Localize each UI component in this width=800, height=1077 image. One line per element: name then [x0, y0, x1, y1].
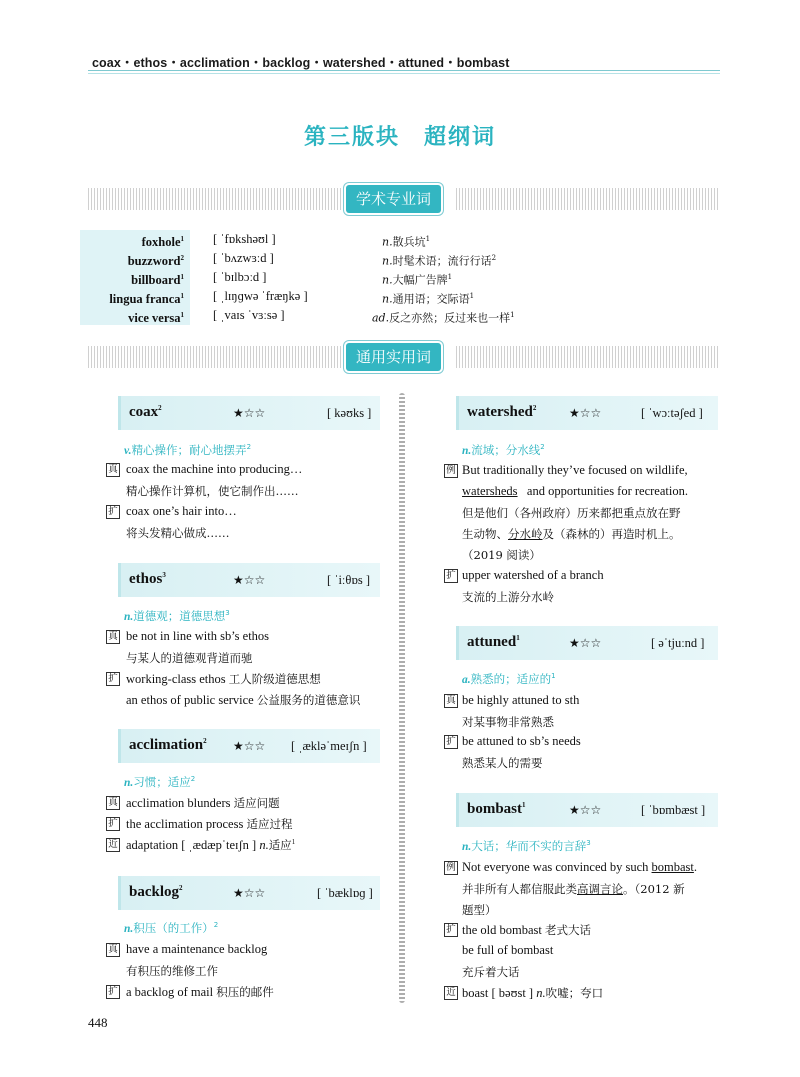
example-line: working-class ethos 工人阶级道德思想 — [126, 672, 321, 686]
academic-meaning: ad.反之亦然；反过来也一样$^1$ — [372, 311, 515, 325]
tag-li: 例 — [444, 464, 458, 478]
stripe-bar-right — [456, 346, 718, 368]
example-line: an ethos of public service 公益服务的道德意识 — [126, 693, 361, 707]
difficulty-stars: ★☆☆ — [233, 406, 266, 420]
example-translation: 充斥着大话 — [462, 965, 520, 979]
difficulty-stars: ★☆☆ — [233, 573, 266, 587]
academic-word: foxhole$^1$ — [80, 230, 190, 249]
tag-kuo: 扩 — [444, 569, 458, 583]
example-line: coax the machine into producing… — [126, 462, 303, 476]
page-title: 第三版块 超纲词 — [303, 125, 496, 150]
difficulty-stars: ★☆☆ — [569, 803, 602, 817]
entry-phonetic: [ ˈbɒmbæst ] — [641, 803, 706, 817]
header-rule-thin — [88, 73, 720, 74]
tag-zhen: 真 — [444, 694, 458, 708]
entry-word: bombast$^1$ — [467, 801, 526, 817]
page-number: 448 — [88, 1015, 108, 1030]
entry-word: backlog$^2$ — [129, 884, 183, 900]
academic-phonetic: [ ˈfɒkshəʊl ] — [213, 232, 276, 246]
academic-meaning: n.散兵坑$^1$ — [382, 235, 431, 249]
academic-word: billboard$^1$ — [80, 268, 190, 287]
example-line: boast [ bəʊst ] n.吹嘘；夸口 — [462, 986, 604, 1000]
example-translation: 支流的上游分水岭 — [462, 590, 554, 604]
stripe-bar-left — [88, 188, 344, 210]
tag-kuo: 扩 — [444, 923, 458, 937]
example-line: the old bombast 老式大话 — [462, 923, 591, 937]
example-line: be attuned to sb’s needs — [462, 734, 581, 748]
entry-header-attuned — [456, 626, 718, 660]
example-line: the acclimation process 适应过程 — [126, 817, 293, 831]
example-line: be highly attuned to sth — [462, 693, 580, 707]
example-line: adaptation [ ˌædæpˈteɪʃn ] n.适应$^1$ — [126, 837, 296, 852]
example-translation: 有积压的维修工作 — [126, 964, 218, 978]
academic-phonetic: [ ˈbɪlbɔːd ] — [213, 270, 267, 284]
difficulty-stars: ★☆☆ — [569, 636, 602, 650]
academic-word: lingua franca$^1$ — [80, 287, 190, 306]
academic-phonetic: [ ˈbʌzwɜːd ] — [213, 251, 274, 265]
entry-header-backlog — [118, 876, 380, 910]
entry-header-ethos — [118, 563, 380, 597]
tag-li: 例 — [444, 861, 458, 875]
entry-header-acclimation — [118, 729, 380, 763]
section-label-general: 通用实用词 — [346, 343, 441, 371]
difficulty-stars: ★☆☆ — [233, 739, 266, 753]
entry-meaning: n.习惯；适应$^2$ — [124, 775, 196, 789]
entry-phonetic: [ kəʊks ] — [327, 406, 372, 420]
entry-word: coax$^2$ — [129, 404, 162, 420]
example-line: a backlog of mail 积压的邮件 — [126, 985, 274, 999]
entry-phonetic: [ ˈiːθɒs ] — [327, 573, 371, 587]
example-line: be full of bombast — [462, 943, 554, 957]
example-line: upper watershed of a branch — [462, 568, 604, 582]
header-rule — [88, 70, 720, 71]
example-line: acclimation blunders 适应问题 — [126, 796, 280, 810]
example-translation: 生动物、分水岭及（森林的）再造时机上。 — [462, 527, 681, 541]
entry-meaning: n.积压（的工作）$^2$ — [124, 921, 219, 935]
running-header-words: coax・ethos・acclimation・backlog・watershed・attuned・bombast — [92, 56, 510, 70]
academic-meaning: n.通用语；交际语$^1$ — [382, 292, 475, 306]
academic-phonetic: [ ˌlɪŋɡwə ˈfræŋkə ] — [213, 289, 308, 303]
tag-kuo: 扩 — [106, 817, 120, 831]
example-translation: 对某事物非常熟悉 — [462, 715, 554, 729]
entry-phonetic: [ ˈbæklɒɡ ] — [317, 886, 373, 900]
academic-meaning: n.时髦术语；流行行话$^2$ — [382, 254, 497, 268]
tag-jin: 近 — [444, 986, 458, 1000]
tag-zhen: 真 — [106, 463, 120, 477]
entry-meaning: a.熟悉的；适应的$^1$ — [462, 672, 556, 686]
tag-zhen: 真 — [106, 943, 120, 957]
entry-phonetic: [ əˈtjuːnd ] — [651, 636, 705, 650]
tag-zhen: 真 — [106, 630, 120, 644]
academic-meaning: n.大幅广告牌$^1$ — [382, 273, 453, 287]
entry-header-coax — [118, 396, 380, 430]
example-line: But traditionally they’ve focused on wildlife, — [462, 463, 688, 477]
difficulty-stars: ★☆☆ — [569, 406, 602, 420]
section-label-academic: 学术专业词 — [346, 185, 441, 213]
stripe-bar-left — [88, 346, 344, 368]
entry-word: acclimation$^2$ — [129, 737, 207, 753]
example-source: （2019 阅读） — [462, 548, 541, 562]
tag-kuo: 扩 — [106, 985, 120, 999]
entry-meaning: n.道德观；道德思想$^3$ — [124, 609, 230, 623]
example-translation: 熟悉某人的需要 — [462, 756, 543, 770]
example-line: be not in line with sb’s ethos — [126, 629, 270, 643]
example-line: Not everyone was convinced by such bombast. — [462, 860, 698, 874]
entry-word: ethos$^3$ — [129, 571, 166, 587]
example-line: watersheds and opportunities for recreation. — [462, 484, 688, 498]
tag-kuo: 扩 — [106, 672, 120, 686]
entry-meaning: v.精心操作；耐心地摆弄$^2$ — [124, 443, 252, 457]
example-source: 题型） — [462, 903, 497, 917]
entry-word: watershed$^2$ — [467, 404, 537, 420]
entry-phonetic: [ ˈwɔːtəʃed ] — [641, 406, 703, 420]
example-translation: 精心操作计算机，使它制作出…… — [126, 484, 299, 498]
example-translation: 将头发精心做成…… — [126, 526, 230, 540]
tag-kuo: 扩 — [444, 735, 458, 749]
entry-header-bombast — [456, 793, 718, 827]
tag-kuo: 扩 — [106, 505, 120, 519]
entry-meaning: n.流域；分水线$^2$ — [462, 443, 545, 457]
example-translation: 并非所有人都信服此类高调言论。（2012 新 — [462, 882, 685, 896]
academic-phonetic: [ ˌvaɪs ˈvɜːsə ] — [213, 308, 285, 322]
example-line: coax one’s hair into… — [126, 504, 237, 518]
academic-word: buzzword$^2$ — [80, 249, 190, 268]
example-translation: 与某人的道德观背道而驰 — [126, 651, 253, 665]
column-divider — [399, 393, 405, 1003]
difficulty-stars: ★☆☆ — [233, 886, 266, 900]
tag-zhen: 真 — [106, 796, 120, 810]
entry-header-watershed — [456, 396, 718, 430]
entry-meaning: n.大话；华而不实的言辞$^3$ — [462, 839, 591, 853]
entry-phonetic: [ ˌækləˈmeɪʃn ] — [291, 739, 367, 753]
entry-word: attuned$^1$ — [467, 634, 520, 650]
example-line: have a maintenance backlog — [126, 942, 268, 956]
academic-word: vice versa$^1$ — [80, 306, 190, 325]
tag-jin: 近 — [106, 838, 120, 852]
stripe-bar-right — [456, 188, 718, 210]
example-translation: 但是他们（各州政府）历来都把重点放在野 — [462, 506, 681, 520]
